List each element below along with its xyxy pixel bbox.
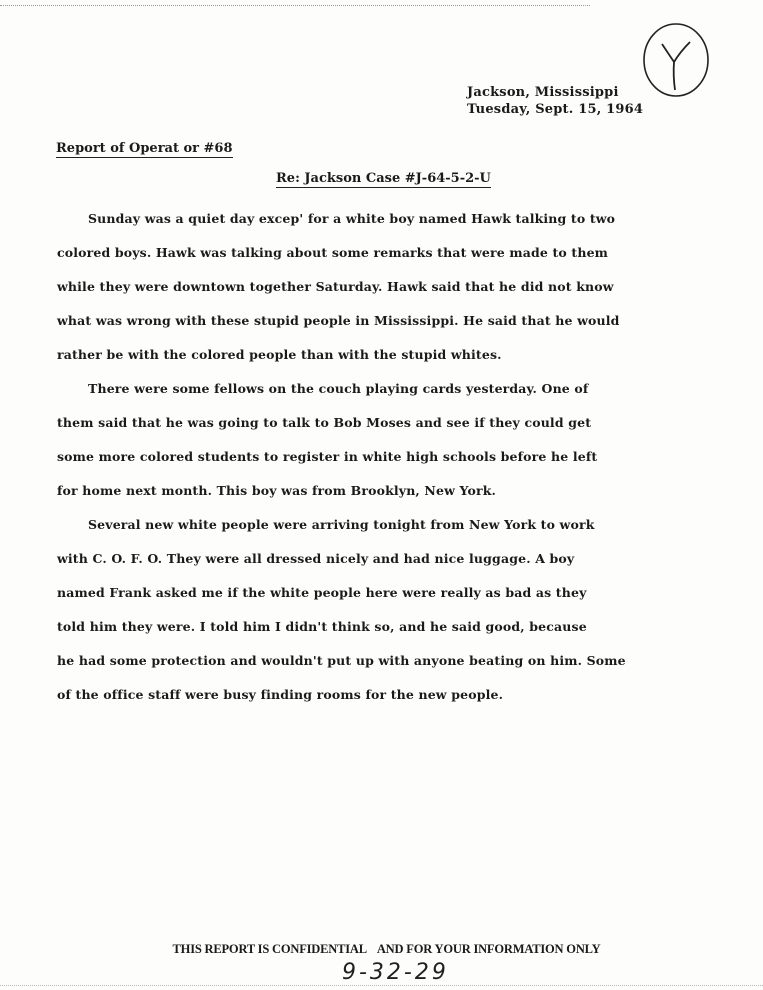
confidential-notice-part-1: THIS REPORT IS CONFIDENTIAL (172, 942, 367, 956)
body-line: them said that he was going to talk to Bob Moses and see if they could get (57, 415, 592, 430)
top-dotted-rule (0, 5, 590, 6)
body-line: what was wrong with these stupid people in Mississippi. He said that he would (57, 313, 620, 328)
body-line: Several new white people were arriving tonight from New York to work (88, 517, 595, 532)
bottom-dotted-rule (0, 985, 763, 986)
circled-y-mark-icon (640, 16, 712, 100)
handwritten-file-number: 9-32-29 (342, 960, 449, 985)
body-line: with C. O. F. O. They were all dressed nicely and had nice luggage. A boy (57, 551, 575, 566)
dateline (467, 84, 643, 118)
body-line: of the office staff were busy finding rooms for the new people. (57, 687, 504, 702)
case-reference: Re: Jackson Case #J-64-5-2-U (276, 171, 491, 186)
body-line: while they were downtown together Saturday. Hawk said that he did not know (57, 279, 614, 294)
body-line: colored boys. Hawk was talking about some remarks that were made to them (57, 245, 609, 260)
confidential-notice (0, 942, 763, 957)
report-body (57, 202, 657, 712)
body-line: Sunday was a quiet day excep' for a white boy named Hawk talking to two (88, 211, 616, 226)
report-of-operator: Report of Operat or #68 (56, 141, 233, 156)
body-line: named Frank asked me if the white people here were really as bad as they (57, 585, 587, 600)
body-line: There were some fellows on the couch playing cards yesterday. One of (88, 381, 589, 396)
confidential-notice-part-2: AND FOR YOUR INFORMATION ONLY (376, 942, 601, 956)
body-line: he had some protection and wouldn't put up with anyone beating on him. Some (57, 653, 626, 668)
dateline-city: Jackson, Mississippi (467, 85, 619, 100)
body-line: told him they were. I told him I didn't think so, and he said good, because (57, 619, 587, 634)
dateline-date: Tuesday, Sept. 15, 1964 (467, 102, 644, 117)
body-line: rather be with the colored people than with the stupid whites. (57, 347, 502, 362)
body-line: some more colored students to register in white high schools before he left (57, 449, 598, 464)
body-line: for home next month. This boy was from Brooklyn, New York. (57, 483, 497, 498)
